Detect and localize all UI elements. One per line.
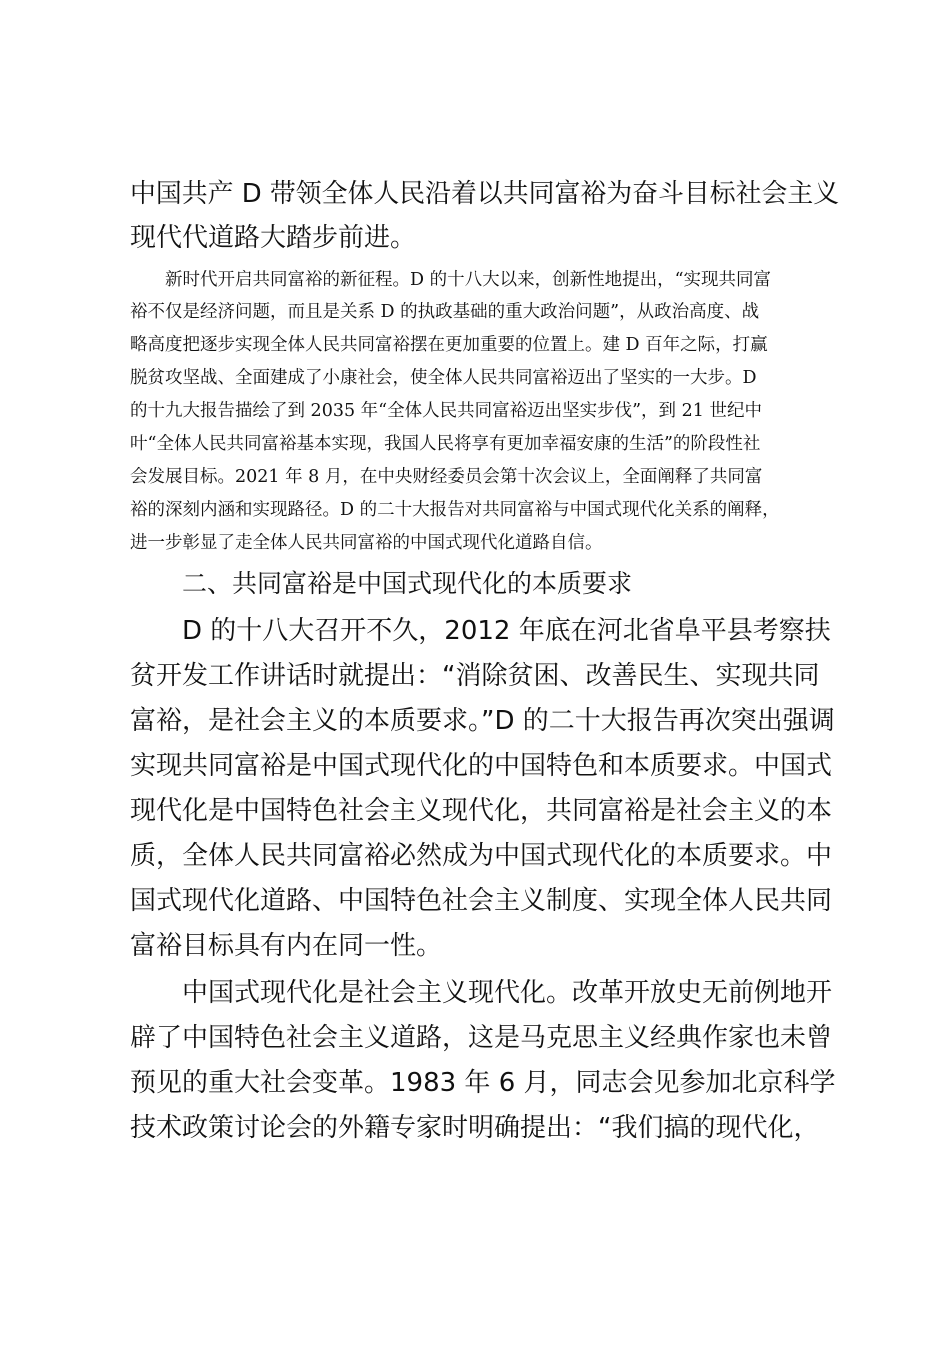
intro-line-2: 现代代道路大踏步前进。 — [130, 223, 417, 253]
new-era-line-4: 脱贫攻坚战、全面建成了小康社会，使全体人民共同富裕迈出了坚实的一大步。D — [130, 368, 757, 388]
socialist-line-1: 中国式现代化是社会主义现代化。改革开放史无前例地开 — [182, 978, 833, 1008]
section-heading: 二、共同富裕是中国式现代化的本质要求 — [182, 569, 633, 598]
essence-line-2: 贫开发工作讲话时就提出：“消除贫困、改善民生、实现共同 — [130, 661, 820, 691]
new-era-line-7: 会发展目标。2021 年 8 月，在中央财经委员会第十次会议上，全面阐释了共同富 — [130, 467, 763, 487]
new-era-line-5: 的十九大报告描绘了到 2035 年“全体人民共同富裕迈出坚实步伐”，到 21 世纪中 — [130, 401, 762, 421]
essence-line-4: 实现共同富裕是中国式现代化的中国特色和本质要求。中国式 — [130, 751, 833, 781]
intro-line-1: 中国共产 D 带领全体人民沿着以共同富裕为奋斗目标社会主义 — [130, 179, 840, 209]
new-era-line-9: 进一步彰显了走全体人民共同富裕的中国式现代化道路自信。 — [130, 533, 603, 553]
new-era-line-8: 裕的深刻内涵和实现路径。D 的二十大报告对共同富裕与中国式现代化关系的阐释， — [130, 500, 780, 520]
new-era-line-1: 新时代开启共同富裕的新征程。D 的十八大以来，创新性地提出，“实现共同富 — [165, 270, 772, 290]
essence-line-8: 富裕目标具有内在同一性。 — [130, 931, 443, 961]
socialist-line-4: 技术政策讨论会的外籍专家时明确提出：“我们搞的现代化， — [130, 1113, 820, 1143]
new-era-line-2: 裕不仅是经济问题，而且是关系 D 的执政基础的重大政治问题”，从政治高度、战 — [130, 302, 760, 322]
new-era-line-3: 略高度把逐步实现全体人民共同富裕摆在更加重要的位置上。建 D 百年之际，打赢 — [130, 335, 768, 355]
essence-line-1: D 的十八大召开不久，2012 年底在河北省阜平县考察扶 — [182, 616, 831, 646]
socialist-line-2: 辟了中国特色社会主义道路，这是马克思主义经典作家也未曾 — [130, 1023, 833, 1053]
essence-line-7: 国式现代化道路、中国特色社会主义制度、实现全体人民共同 — [130, 886, 833, 916]
essence-line-6: 质，全体人民共同富裕必然成为中国式现代化的本质要求。中 — [130, 841, 833, 871]
essence-line-5: 现代化是中国特色社会主义现代化，共同富裕是社会主义的本 — [130, 796, 833, 826]
socialist-line-3: 预见的重大社会变革。1983 年 6 月，同志会见参加北京科学 — [130, 1068, 836, 1098]
new-era-line-6: 叶“全体人民共同富裕基本实现，我国人民将享有更加幸福安康的生活”的阶段性社 — [130, 434, 761, 454]
essence-line-3: 富裕，是社会主义的本质要求。”D 的二十大报告再次突出强调 — [130, 706, 835, 736]
